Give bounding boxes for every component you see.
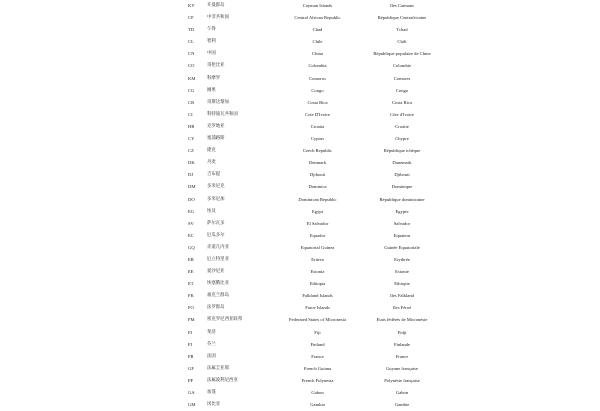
chinese-name-cell: 赤道几内亚	[207, 244, 229, 250]
country-code-cell: ET	[188, 281, 194, 287]
french-name-cell: Iles Féroé	[392, 305, 412, 311]
french-name-cell: Iles Falkland	[390, 293, 414, 299]
french-name-cell: Croatie	[395, 123, 409, 129]
english-name-cell: Comoros	[309, 75, 326, 81]
chinese-name-cell: 塞浦路斯	[207, 136, 225, 142]
english-name-cell: France	[311, 353, 324, 359]
table-row	[172, 290, 434, 302]
french-name-cell: République tchèque	[383, 148, 421, 154]
table-row	[172, 12, 434, 24]
table-row	[172, 48, 434, 60]
country-code-cell: CO	[188, 63, 195, 69]
country-code-cell: GA	[188, 390, 195, 395]
french-name-cell: Erythrée	[394, 256, 410, 262]
french-name-cell: République populaire de Chine	[373, 51, 431, 57]
country-code-cell: CN	[188, 51, 195, 57]
country-code-cell: CZ	[188, 148, 194, 154]
country-code-cell: CR	[188, 99, 195, 105]
english-name-cell: Croatia	[310, 123, 325, 129]
french-name-cell: Egypte	[395, 208, 409, 214]
chinese-name-cell: 萨尔瓦多	[207, 220, 225, 226]
english-name-cell: Eritrea	[311, 256, 324, 262]
french-name-cell: Costa Rica	[391, 99, 413, 105]
french-name-cell: Congo	[395, 87, 409, 93]
chinese-name-cell: 哥伦比亚	[207, 63, 225, 69]
table-row	[172, 109, 434, 121]
table-row	[172, 97, 434, 109]
table-row	[172, 121, 434, 133]
french-name-cell: Etats fédérés de Micronésie	[376, 317, 428, 323]
chinese-name-cell: 福克兰群岛	[207, 293, 229, 299]
english-name-cell: Chile	[312, 39, 323, 45]
country-code-cell: DO	[188, 196, 195, 202]
chinese-name-cell: 多米尼加	[207, 196, 225, 202]
country-code-cell: CG	[188, 87, 195, 93]
english-name-cell: Dominica	[308, 184, 327, 190]
french-name-cell: Guinée Equatoriale	[384, 244, 420, 250]
chinese-name-cell: 丹麦	[207, 160, 216, 166]
french-name-cell: Gambie	[394, 402, 410, 408]
english-name-cell: French Guiana	[303, 365, 332, 371]
french-name-cell: Tchad	[396, 27, 408, 33]
english-name-cell: Gabon	[311, 390, 324, 395]
french-name-cell: Chypre	[395, 136, 409, 142]
chinese-name-cell: 智利	[207, 39, 216, 45]
chinese-name-cell: 中非共和国	[207, 15, 229, 21]
english-name-cell: Cyprus	[310, 136, 325, 142]
french-name-cell: Djibouti	[394, 172, 410, 178]
english-name-cell: Falkland Islands	[302, 293, 333, 299]
english-name-cell: Cote D'Ivoire	[305, 111, 330, 117]
country-code-cell: DK	[188, 160, 195, 166]
country-code-cell: FR	[188, 353, 194, 359]
table-row	[172, 302, 434, 314]
country-code-cell: CY	[188, 136, 195, 142]
french-name-cell: République Centrafricaine	[377, 15, 427, 21]
table-row	[172, 73, 434, 85]
country-code-cell: ER	[188, 256, 194, 262]
chinese-name-cell: 法属波利尼西亚	[207, 377, 238, 383]
table-row	[172, 230, 434, 242]
english-name-cell: Gambia	[310, 402, 325, 408]
table-row	[172, 181, 434, 193]
french-name-cell: Ethiopie	[394, 281, 410, 287]
english-name-cell: Equatorial Guinea	[300, 244, 335, 250]
country-code-cell: PF	[188, 377, 194, 383]
english-name-cell: Colombia	[308, 63, 327, 69]
english-name-cell: Central African Republic	[294, 15, 341, 21]
english-name-cell: Chad	[312, 27, 323, 33]
country-code-table	[172, 0, 434, 411]
french-name-cell: Iles Caimans	[390, 3, 414, 8]
country-code-cell: DM	[188, 184, 196, 190]
table-row	[172, 218, 434, 230]
table-row	[172, 351, 434, 363]
chinese-name-cell: 埃塞俄比亚	[207, 281, 229, 287]
chinese-name-cell: 法罗群岛	[207, 305, 225, 311]
table-row	[172, 36, 434, 48]
english-name-cell: Cayman Islands	[302, 3, 333, 8]
english-name-cell: Costa Rica	[307, 99, 328, 105]
chinese-name-cell: 爱沙尼亚	[207, 269, 225, 275]
chinese-name-cell: 冈比亚	[207, 402, 221, 408]
country-code-cell: FI	[188, 341, 193, 347]
chinese-name-cell: 厄瓜多尔	[207, 232, 225, 238]
table-row	[172, 399, 434, 411]
country-code-cell: CL	[188, 39, 194, 45]
country-code-cell: EC	[188, 232, 194, 238]
table-row	[172, 339, 434, 351]
english-name-cell: Djibouti	[309, 172, 326, 178]
table-row	[172, 278, 434, 290]
english-name-cell: Faroe Islands	[305, 305, 330, 311]
chinese-name-cell: 中国	[207, 51, 216, 57]
chinese-name-cell: 多米尼克	[207, 184, 225, 190]
english-name-cell: Federated States of Micronesia	[288, 317, 347, 323]
chinese-name-cell: 法国	[207, 353, 216, 359]
table-row	[172, 314, 434, 326]
country-code-cell: FK	[188, 293, 194, 299]
english-name-cell: French Polynesia	[301, 377, 334, 383]
french-name-cell: Chili	[397, 39, 407, 45]
french-name-cell: Estonie	[395, 269, 409, 275]
chinese-name-cell: 密克罗尼西亚联邦	[207, 317, 243, 323]
country-code-cell: FO	[188, 305, 194, 311]
chinese-name-cell: 法属圭亚那	[207, 365, 229, 371]
chinese-name-cell: 哥斯达黎加	[207, 99, 229, 105]
country-code-cell: EE	[188, 269, 194, 275]
country-code-cell: GQ	[188, 244, 195, 250]
country-code-cell: KM	[188, 75, 196, 81]
english-name-cell: Ethiopia	[309, 281, 326, 287]
french-name-cell: Comores	[393, 75, 411, 81]
english-name-cell: El Salvador	[306, 220, 329, 226]
chinese-name-cell: 开曼群岛	[207, 3, 225, 8]
chinese-name-cell: 科特迪瓦共和国	[207, 111, 238, 117]
country-code-cell: FM	[188, 317, 195, 323]
chinese-name-cell: 科摩罗	[207, 75, 221, 81]
english-name-cell: Dominican Republic	[298, 196, 337, 202]
table-row	[172, 206, 434, 218]
chinese-name-cell: 厄立特里亚	[207, 256, 229, 262]
country-code-cell: HR	[188, 123, 195, 129]
table-row	[172, 242, 434, 254]
english-name-cell: Congo	[311, 87, 324, 93]
french-name-cell: Colombie	[392, 63, 412, 69]
english-name-cell: China	[312, 51, 323, 57]
country-code-cell: GF	[188, 365, 194, 371]
english-name-cell: Czech Republic	[302, 148, 333, 154]
country-code-cell: TD	[188, 27, 195, 33]
english-name-cell: Fiji	[314, 329, 321, 335]
country-code-cell: CF	[188, 15, 194, 21]
table-row	[172, 266, 434, 278]
chinese-name-cell: 克罗地亚	[207, 123, 225, 129]
french-name-cell: Salvador	[393, 220, 411, 226]
table-row	[172, 85, 434, 97]
country-code-cell: EG	[188, 208, 195, 214]
french-name-cell: Finlande	[393, 341, 411, 347]
table-row	[172, 254, 434, 266]
french-name-cell: Polynésie française	[384, 377, 420, 383]
french-name-cell: République dominicaine	[379, 196, 425, 202]
english-name-cell: Denmark	[308, 160, 327, 166]
french-name-cell: Gabon	[395, 390, 409, 395]
chinese-name-cell: 芬兰	[207, 341, 216, 347]
table-row	[172, 387, 434, 399]
country-code-cell: GM	[188, 402, 196, 408]
french-name-cell: Fidji	[397, 329, 407, 335]
country-code-cell: FJ	[188, 329, 193, 335]
chinese-name-cell: 加蓬	[207, 390, 216, 395]
french-name-cell: France	[395, 353, 409, 359]
chinese-name-cell: 埃及	[207, 208, 216, 214]
table-row	[172, 194, 434, 206]
french-name-cell: Côte d'Ivoire	[390, 111, 414, 117]
table-row	[172, 145, 434, 157]
french-name-cell: Guyane française	[385, 365, 418, 371]
country-table-sheet	[172, 0, 432, 408]
french-name-cell: Dominique	[391, 184, 413, 190]
chinese-name-cell: 乍得	[207, 27, 216, 33]
french-name-cell: Danemark	[392, 160, 412, 166]
country-code-cell: CI	[188, 111, 193, 117]
english-name-cell: Equador	[309, 232, 326, 238]
english-name-cell: Estonia	[310, 269, 325, 275]
table-row	[172, 327, 434, 339]
english-name-cell: Egypt	[312, 208, 323, 214]
table-row	[172, 24, 434, 36]
table-row	[172, 0, 434, 12]
table-row	[172, 133, 434, 145]
english-name-cell: Finland	[310, 341, 325, 347]
table-row	[172, 375, 434, 387]
country-code-cell: DJ	[188, 172, 194, 178]
country-code-cell: SV	[188, 220, 194, 226]
table-row	[172, 157, 434, 169]
country-code-cell: KY	[188, 3, 195, 8]
chinese-name-cell: 刚果	[207, 87, 216, 93]
table-row	[172, 60, 434, 72]
chinese-name-cell: 吉布提	[207, 172, 221, 178]
chinese-name-cell: 捷克	[207, 148, 216, 154]
chinese-name-cell: 斐济	[207, 329, 216, 335]
table-row	[172, 169, 434, 181]
table-row	[172, 363, 434, 375]
french-name-cell: Equateur	[393, 232, 411, 238]
